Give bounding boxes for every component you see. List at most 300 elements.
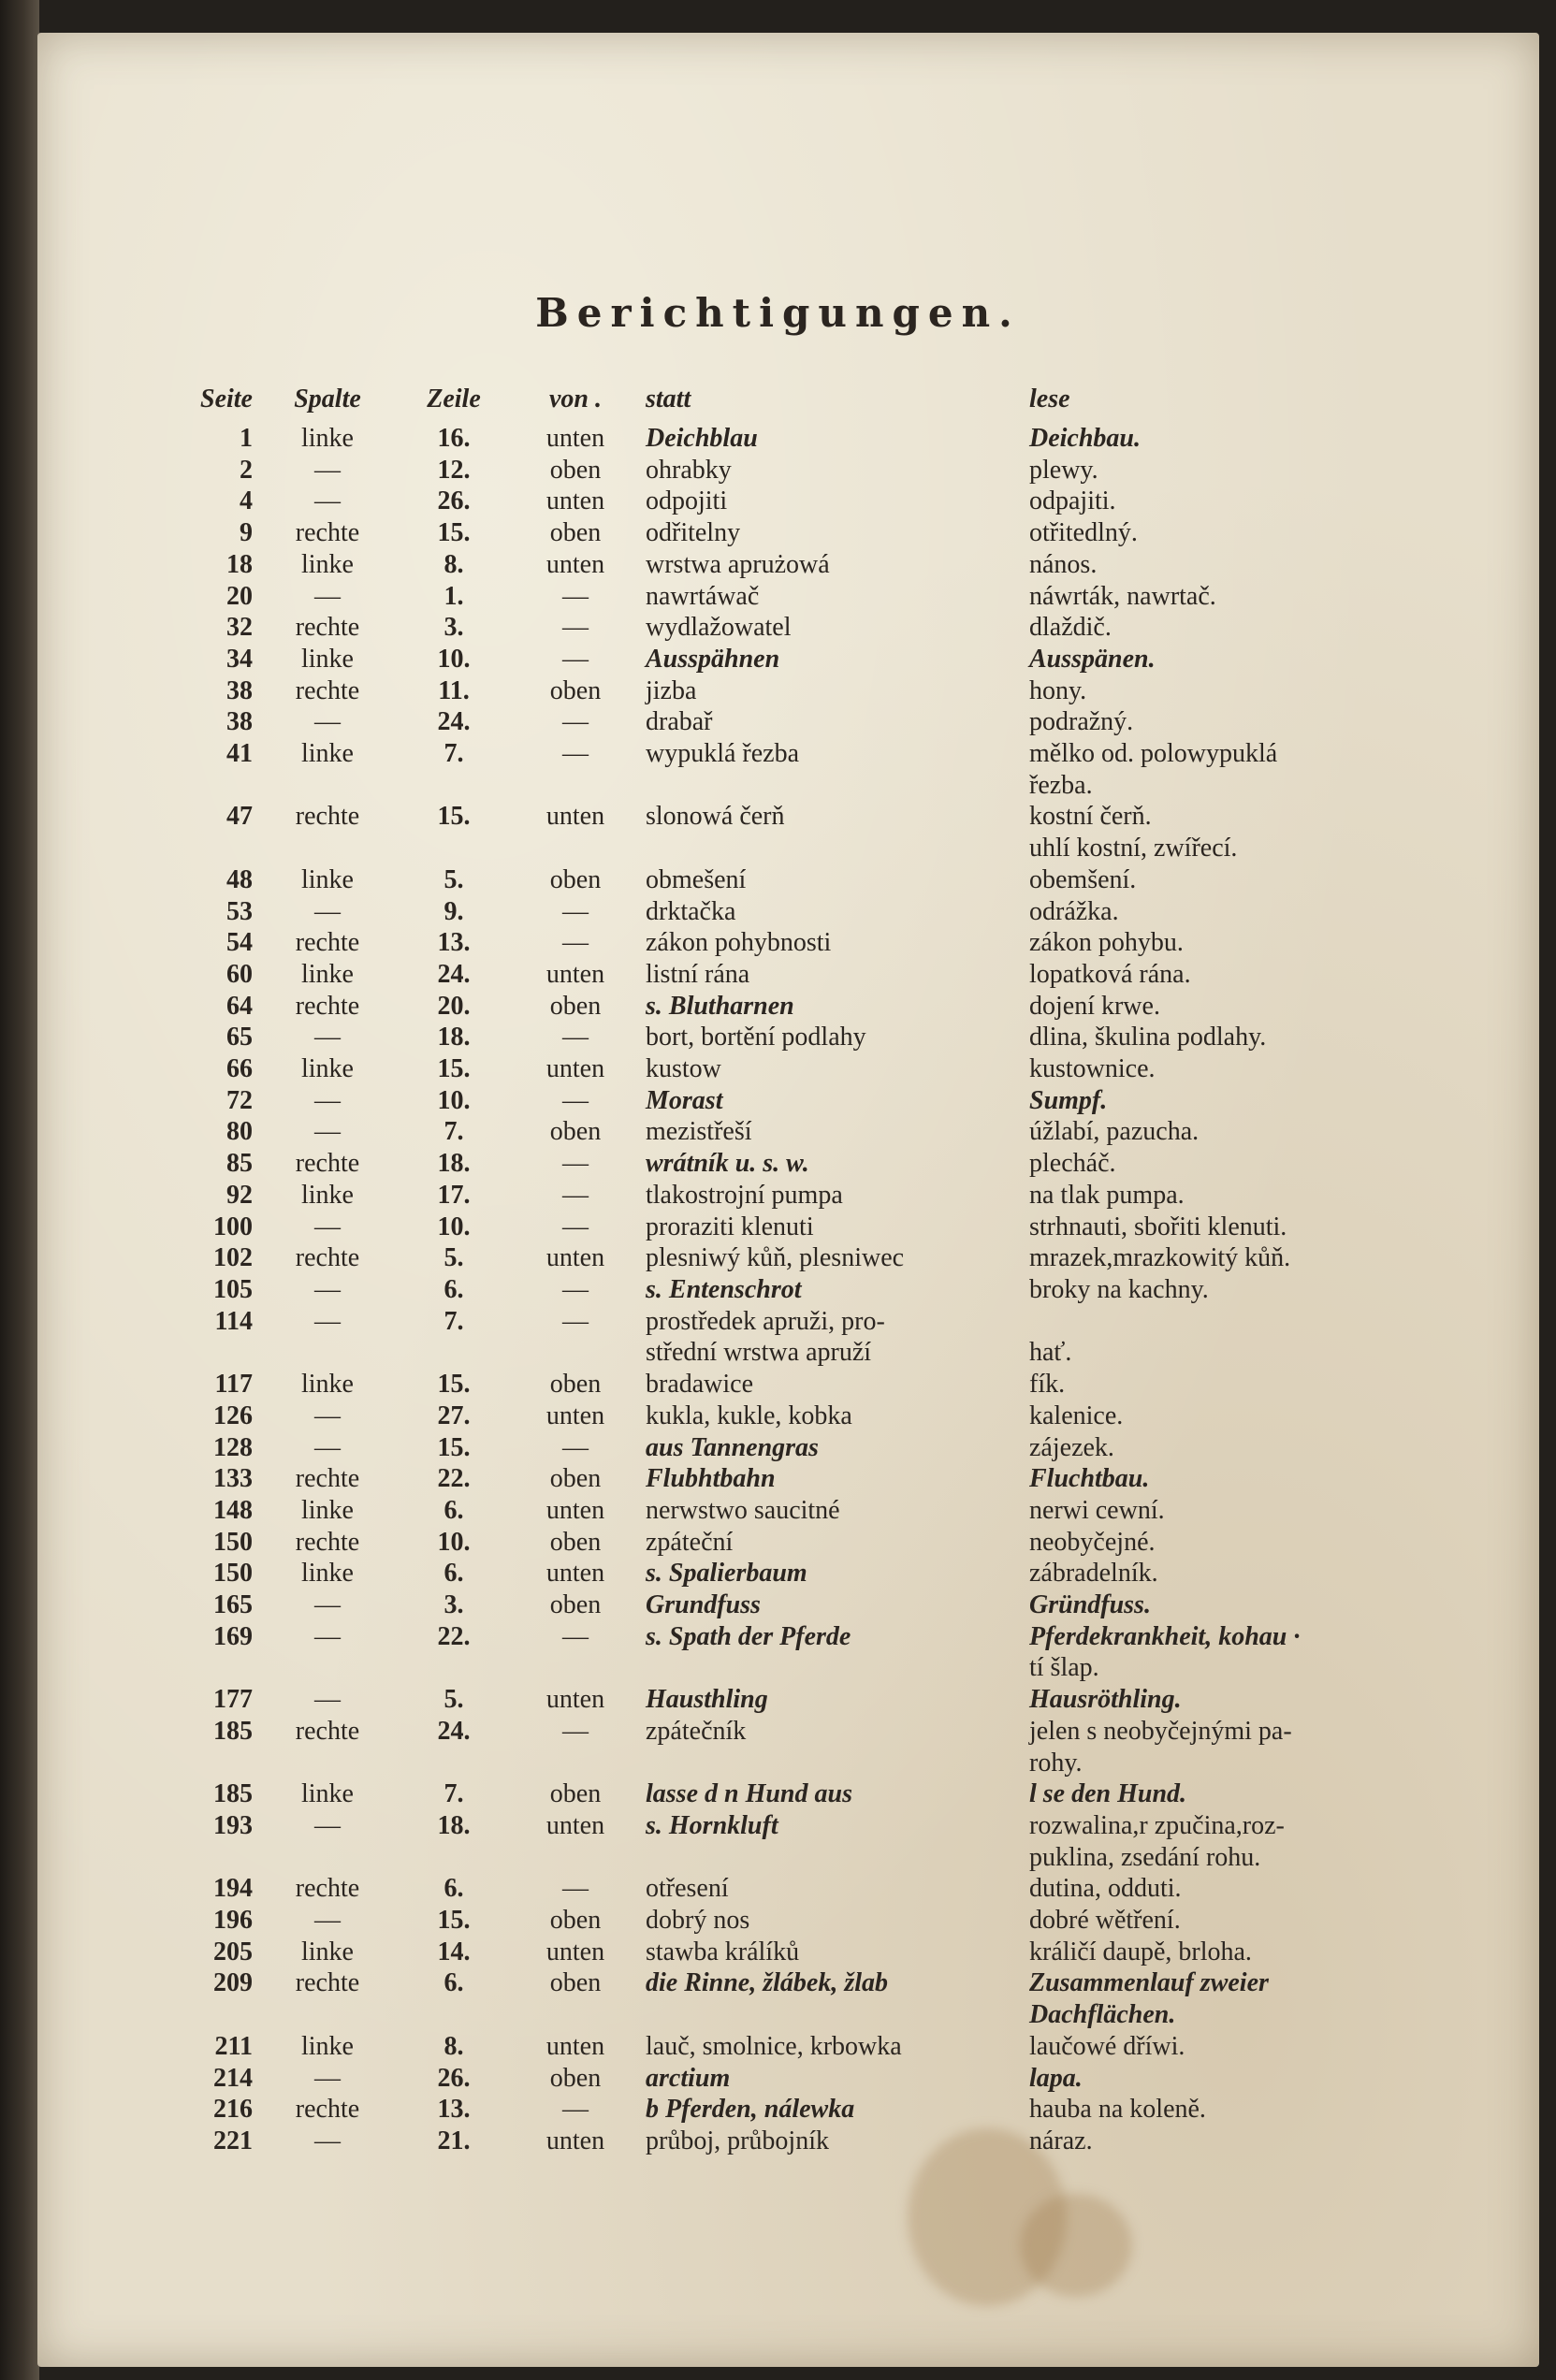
table-row	[178, 612, 1422, 644]
page-stain	[1020, 2194, 1132, 2297]
cell-statt: nerwstwo saucitné	[646, 1495, 840, 1525]
table-row	[178, 1810, 1422, 1842]
cell-seite: 1	[240, 424, 253, 453]
cell-statt: zpáteční	[646, 1527, 734, 1557]
cell-seite: 48	[226, 864, 253, 894]
cell-zeile: 18.	[437, 1810, 471, 1840]
cell-statt: zpátečník	[646, 1716, 747, 1746]
cell-spalte: rechte	[295, 1968, 360, 1998]
table-row	[178, 706, 1422, 738]
cell-von: —	[562, 1432, 589, 1462]
cell-lese: Deichbau.	[1029, 424, 1141, 453]
cell-seite: 2	[240, 455, 253, 485]
cell-lese: úžlabí, pazucha.	[1029, 1117, 1200, 1147]
cell-lese: zábradelník.	[1029, 1559, 1158, 1589]
cell-statt: střední wrstwa apruží	[646, 1338, 872, 1368]
cell-zeile: 11.	[438, 675, 470, 705]
cell-statt: proraziti klenuti	[646, 1212, 814, 1241]
table-row	[178, 1212, 1422, 1243]
cell-statt: průboj, průbojník	[646, 2126, 829, 2155]
cell-lese: uhlí kostní, zwířecí.	[1029, 834, 1238, 863]
column-header-zeile: Zeile	[427, 385, 481, 414]
cell-zeile: 15.	[437, 1054, 471, 1084]
cell-zeile: 13.	[437, 928, 471, 958]
table-row	[178, 1053, 1422, 1085]
cell-zeile: 16.	[437, 424, 471, 453]
table-row	[178, 2126, 1422, 2157]
cell-lese: obemšení.	[1029, 864, 1137, 894]
cell-seite: 165	[213, 1590, 253, 1620]
cell-spalte: linke	[301, 1180, 354, 1210]
cell-von	[515, 1748, 636, 1779]
table-row	[178, 1400, 1422, 1432]
cell-lese: Zusammenlauf zweier	[1029, 1968, 1269, 1998]
cell-von	[515, 1652, 636, 1684]
cell-seite: 117	[214, 1370, 253, 1400]
table-row	[178, 1369, 1422, 1400]
cell-spalte: —	[314, 1212, 341, 1241]
cell-seite	[178, 1842, 262, 1874]
cell-statt: Hausthling	[646, 1685, 768, 1715]
table-row	[178, 2031, 1422, 2063]
cell-statt: arctium	[646, 2063, 731, 2093]
table-row	[178, 1463, 1422, 1495]
cell-zeile: 7.	[444, 1779, 464, 1809]
cell-spalte: —	[314, 896, 341, 926]
cell-lese: hony.	[1029, 675, 1087, 705]
cell-seite: 126	[213, 1400, 253, 1430]
cell-spalte: —	[314, 1085, 341, 1115]
cell-von: —	[562, 896, 589, 926]
cell-spalte	[262, 1842, 393, 1874]
cell-statt: Grundfuss	[646, 1590, 761, 1620]
cell-spalte: —	[314, 2126, 341, 2155]
cell-von: unten	[545, 1937, 605, 1966]
cell-von: —	[562, 1874, 589, 1904]
table-row	[178, 1652, 1422, 1684]
table-row	[178, 2094, 1422, 2126]
cell-statt: s. Hornkluft	[646, 1810, 778, 1840]
cell-von: unten	[545, 1810, 605, 1840]
cell-lese: zákon pohybu.	[1029, 928, 1184, 958]
cell-lese: laučowé dříwi.	[1029, 2031, 1185, 2061]
cell-statt: wrstwa aprużowá	[646, 549, 830, 579]
cell-seite: 214	[213, 2063, 253, 2093]
cell-seite: 54	[226, 928, 253, 958]
cell-seite: 105	[213, 1274, 253, 1304]
cell-zeile: 18.	[437, 1149, 471, 1179]
cell-lese: náraz.	[1029, 2126, 1093, 2155]
cell-zeile: 1.	[444, 581, 464, 611]
cell-zeile: 15.	[437, 518, 471, 548]
cell-zeile: 15.	[437, 1370, 471, 1400]
column-header-spalte: Spalte	[294, 385, 361, 414]
table-row	[178, 864, 1422, 896]
cell-zeile: 15.	[437, 1432, 471, 1462]
cell-lese: na tlak pumpa.	[1029, 1180, 1185, 1210]
cell-von: oben	[549, 2063, 602, 2093]
cell-von: oben	[549, 1906, 602, 1936]
cell-zeile: 8.	[444, 2031, 464, 2061]
cell-statt: s. Spalierbaum	[646, 1559, 807, 1589]
cell-statt	[636, 1842, 1020, 1874]
cell-lese: tí šlap.	[1029, 1653, 1099, 1683]
table-row	[178, 455, 1422, 486]
cell-zeile: 5.	[444, 1685, 464, 1715]
table-row	[178, 1905, 1422, 1937]
cell-seite: 209	[213, 1968, 253, 1998]
cell-von: unten	[545, 1685, 605, 1715]
cell-lese: puklina, zsedání rohu.	[1029, 1842, 1261, 1872]
cell-lese: králičí daupě, brloha.	[1029, 1937, 1252, 1966]
cell-spalte: rechte	[295, 1716, 360, 1746]
page-title: Berichtigungen.	[535, 290, 1021, 336]
cell-spalte: —	[314, 1400, 341, 1430]
table-row	[178, 1999, 1422, 2031]
cell-spalte: —	[314, 1117, 341, 1147]
cell-lese: nános.	[1029, 549, 1098, 579]
cell-von: unten	[545, 1495, 605, 1525]
cell-lese: Hausröthling.	[1029, 1685, 1182, 1715]
cell-von: unten	[545, 802, 605, 832]
cell-lese: Ausspänen.	[1029, 644, 1156, 674]
cell-von: unten	[545, 424, 605, 453]
cell-zeile: 7.	[444, 1117, 464, 1147]
cell-zeile: 6.	[444, 1495, 464, 1525]
cell-statt: lasse d n Hund aus	[646, 1779, 852, 1809]
cell-statt: odpojiti	[646, 486, 728, 516]
cell-statt: bort, bortění podlahy	[646, 1023, 866, 1052]
cell-von: oben	[549, 518, 602, 548]
cell-von	[515, 1337, 636, 1369]
cell-spalte: rechte	[295, 1527, 360, 1557]
cell-von: unten	[545, 1243, 605, 1273]
cell-seite: 32	[226, 613, 253, 643]
cell-statt	[636, 770, 1020, 802]
cell-spalte: —	[314, 1621, 341, 1651]
cell-statt: lauč, smolnice, krbowka	[646, 2031, 902, 2061]
cell-spalte: —	[314, 1590, 341, 1620]
table-row	[178, 1937, 1422, 1968]
cell-von: unten	[545, 1054, 605, 1084]
cell-lese: neobyčejné.	[1029, 1527, 1156, 1557]
cell-statt: wypuklá řezba	[646, 739, 800, 769]
cell-spalte: —	[314, 1810, 341, 1840]
cell-lese: broky na kachny.	[1029, 1274, 1209, 1304]
cell-lese	[1020, 1306, 1422, 1338]
cell-spalte	[262, 1748, 393, 1779]
cell-lese: strhnauti, sbořiti klenuti.	[1029, 1212, 1287, 1241]
cell-statt: aus Tannengras	[646, 1432, 819, 1462]
cell-spalte: —	[314, 486, 341, 516]
cell-von: oben	[549, 1590, 602, 1620]
cell-seite: 47	[226, 802, 253, 832]
cell-von: unten	[545, 1400, 605, 1430]
cell-von: —	[562, 581, 589, 611]
cell-zeile: 17.	[437, 1180, 471, 1210]
cell-lese: rozwalina,r zpučina,roz-	[1029, 1810, 1285, 1840]
cell-seite	[178, 1748, 262, 1779]
cell-lese: hauba na koleně.	[1029, 2095, 1206, 2125]
cell-seite: 92	[226, 1180, 253, 1210]
cell-spalte: —	[314, 1685, 341, 1715]
cell-statt: obmešení	[646, 864, 747, 894]
column-header-seite: Seite	[200, 385, 253, 414]
table-row	[178, 1180, 1422, 1212]
cell-statt: slonowá čerň	[646, 802, 785, 832]
cell-von: —	[562, 1621, 589, 1651]
cell-von: —	[562, 1274, 589, 1304]
cell-zeile: 5.	[444, 864, 464, 894]
cell-zeile: 10.	[437, 1527, 471, 1557]
cell-seite: 114	[214, 1306, 253, 1336]
cell-seite: 64	[226, 991, 253, 1021]
cell-statt: mezistřeší	[646, 1117, 752, 1147]
cell-lese: lopatková rána.	[1029, 959, 1191, 989]
table-row	[178, 1778, 1422, 1810]
cell-zeile	[393, 1652, 515, 1684]
cell-zeile	[393, 1999, 515, 2031]
cell-seite: 216	[213, 2095, 253, 2125]
cell-lese: Gründfuss.	[1029, 1590, 1151, 1620]
cell-zeile: 26.	[437, 2063, 471, 2093]
table-row	[178, 1527, 1422, 1559]
table-header-row	[178, 376, 1422, 423]
cell-von: —	[562, 1023, 589, 1052]
cell-von: —	[562, 2095, 589, 2125]
table-row	[178, 1022, 1422, 1053]
cell-seite: 53	[226, 896, 253, 926]
cell-seite	[178, 1999, 262, 2031]
cell-zeile: 7.	[444, 739, 464, 769]
cell-lese: lapa.	[1029, 2063, 1083, 2093]
cell-spalte: linke	[301, 1559, 354, 1589]
table-row	[178, 2063, 1422, 2095]
cell-seite: 60	[226, 959, 253, 989]
book-spine	[0, 0, 39, 2380]
cell-spalte: rechte	[295, 1464, 360, 1494]
cell-zeile: 9.	[444, 896, 464, 926]
table-row	[178, 486, 1422, 517]
cell-zeile: 14.	[437, 1937, 471, 1966]
cell-spalte: linke	[301, 1495, 354, 1525]
cell-von: oben	[549, 675, 602, 705]
cell-seite: 100	[213, 1212, 253, 1241]
cell-spalte: linke	[301, 739, 354, 769]
cell-statt: ohrabky	[646, 455, 732, 485]
cell-seite	[178, 770, 262, 802]
cell-seite: 20	[226, 581, 253, 611]
cell-von: unten	[545, 2031, 605, 2061]
table-row	[178, 833, 1422, 864]
cell-zeile	[393, 1748, 515, 1779]
cell-seite: 193	[213, 1810, 253, 1840]
cell-lese: Sumpf.	[1029, 1085, 1108, 1115]
cell-von: unten	[545, 1559, 605, 1589]
cell-statt: stawba králíků	[646, 1937, 800, 1966]
cell-statt: drktačka	[646, 896, 736, 926]
cell-von: unten	[545, 959, 605, 989]
cell-seite: 196	[213, 1906, 253, 1936]
cell-statt: odřitelny	[646, 518, 741, 548]
cell-statt: drabař	[646, 707, 713, 737]
cell-seite: 66	[226, 1054, 253, 1084]
cell-seite: 85	[226, 1149, 253, 1179]
cell-von	[515, 770, 636, 802]
cell-seite	[178, 1337, 262, 1369]
cell-von: —	[562, 1716, 589, 1746]
cell-statt	[636, 833, 1020, 864]
cell-zeile	[393, 1842, 515, 1874]
cell-zeile: 8.	[444, 549, 464, 579]
cell-spalte: linke	[301, 549, 354, 579]
cell-von: —	[562, 1180, 589, 1210]
cell-seite: 80	[226, 1117, 253, 1147]
table-row	[178, 927, 1422, 959]
cell-von: oben	[549, 1370, 602, 1400]
cell-lese: otřitedlný.	[1029, 518, 1138, 548]
cell-statt	[636, 1748, 1020, 1779]
cell-statt: jizba	[646, 675, 697, 705]
table-row	[178, 1558, 1422, 1589]
cell-statt: bradawice	[646, 1370, 754, 1400]
cell-statt: plesniwý kůň, plesniwec	[646, 1243, 905, 1273]
cell-von	[515, 1999, 636, 2031]
table-row	[178, 517, 1422, 549]
cell-seite: 65	[226, 1023, 253, 1052]
cell-spalte: —	[314, 1023, 341, 1052]
cell-spalte	[262, 1337, 393, 1369]
cell-lese: Fluchtbau.	[1029, 1464, 1150, 1494]
cell-lese: dobré wětření.	[1029, 1906, 1181, 1936]
cell-von: oben	[549, 1968, 602, 1998]
cell-zeile: 26.	[437, 486, 471, 516]
cell-von: —	[562, 707, 589, 737]
cell-lese: dutina, odduti.	[1029, 1874, 1182, 1904]
cell-zeile: 5.	[444, 1243, 464, 1273]
cell-zeile: 7.	[444, 1306, 464, 1336]
table-row	[178, 959, 1422, 991]
cell-spalte: —	[314, 581, 341, 611]
cell-spalte: rechte	[295, 1874, 360, 1904]
errata-rows	[178, 423, 1422, 2157]
cell-spalte: linke	[301, 1779, 354, 1809]
cell-zeile: 20.	[437, 991, 471, 1021]
cell-lese: plewy.	[1029, 455, 1098, 485]
cell-lese: nerwi cewní.	[1029, 1495, 1165, 1525]
table-row	[178, 1432, 1422, 1464]
cell-zeile: 10.	[437, 644, 471, 674]
column-header-statt: statt	[646, 385, 691, 414]
cell-statt: b Pferden, nálewka	[646, 2095, 855, 2125]
cell-lese: kustownice.	[1029, 1054, 1156, 1084]
cell-spalte: rechte	[295, 1149, 360, 1179]
column-header-lese: lese	[1029, 385, 1070, 414]
table-row	[178, 1337, 1422, 1369]
cell-statt: s. Blutharnen	[646, 991, 794, 1021]
table-row	[178, 1873, 1422, 1905]
table-row	[178, 1684, 1422, 1716]
cell-spalte: —	[314, 707, 341, 737]
cell-statt: prostředek apruži, pro-	[646, 1306, 885, 1336]
cell-statt: die Rinne, žlábek, žlab	[646, 1968, 889, 1998]
cell-lese: plecháč.	[1029, 1149, 1116, 1179]
cell-spalte	[262, 833, 393, 864]
cell-lese: mělko od. polowypuklá	[1029, 739, 1278, 769]
cell-von: oben	[549, 1527, 602, 1557]
cell-zeile: 12.	[437, 455, 471, 485]
table-row	[178, 675, 1422, 707]
cell-statt: wydlažowatel	[646, 613, 792, 643]
cell-spalte: linke	[301, 1054, 354, 1084]
cell-seite: 169	[213, 1621, 253, 1651]
cell-zeile: 24.	[437, 959, 471, 989]
table-row	[178, 1085, 1422, 1117]
cell-zeile: 21.	[437, 2126, 471, 2155]
cell-zeile: 6.	[444, 1874, 464, 1904]
cell-seite: 4	[240, 486, 253, 516]
cell-von: oben	[549, 1117, 602, 1147]
cell-spalte: linke	[301, 864, 354, 894]
cell-spalte	[262, 770, 393, 802]
cell-seite: 38	[226, 707, 253, 737]
cell-statt	[636, 1999, 1020, 2031]
cell-lese: l se den Hund.	[1029, 1779, 1187, 1809]
table-row	[178, 738, 1422, 770]
cell-lese: jelen s neobyčejnými pa-	[1029, 1716, 1292, 1746]
cell-zeile: 6.	[444, 1559, 464, 1589]
cell-spalte: rechte	[295, 675, 360, 705]
cell-zeile	[393, 1337, 515, 1369]
cell-zeile: 3.	[444, 1590, 464, 1620]
cell-statt: dobrý nos	[646, 1906, 750, 1936]
cell-seite: 221	[213, 2126, 253, 2155]
cell-lese: podražný.	[1029, 707, 1134, 737]
cell-von: —	[562, 928, 589, 958]
table-row	[178, 1495, 1422, 1527]
table-row	[178, 1242, 1422, 1274]
cell-von: oben	[549, 1779, 602, 1809]
cell-spalte: rechte	[295, 802, 360, 832]
cell-lese: dojení krwe.	[1029, 991, 1160, 1021]
cell-statt: Morast	[646, 1085, 723, 1115]
cell-von: oben	[549, 455, 602, 485]
cell-seite: 133	[213, 1464, 253, 1494]
cell-spalte: —	[314, 455, 341, 485]
cell-lese: fík.	[1029, 1370, 1066, 1400]
cell-zeile	[393, 833, 515, 864]
cell-spalte: —	[314, 1306, 341, 1336]
cell-lese: řezba.	[1029, 770, 1093, 800]
cell-von: —	[562, 1212, 589, 1241]
table-row	[178, 1116, 1422, 1148]
cell-seite: 185	[213, 1779, 253, 1809]
cell-lese: mrazek,mrazkowitý kůň.	[1029, 1243, 1291, 1273]
cell-seite: 72	[226, 1085, 253, 1115]
cell-von: —	[562, 739, 589, 769]
cell-zeile: 24.	[437, 707, 471, 737]
cell-von: —	[562, 1085, 589, 1115]
cell-seite: 38	[226, 675, 253, 705]
table-row	[178, 423, 1422, 455]
cell-spalte: linke	[301, 2031, 354, 2061]
cell-zeile: 10.	[437, 1212, 471, 1241]
cell-zeile: 18.	[437, 1023, 471, 1052]
cell-zeile: 13.	[437, 2095, 471, 2125]
cell-seite: 150	[213, 1559, 253, 1589]
cell-seite: 128	[213, 1432, 253, 1462]
cell-von: unten	[545, 2126, 605, 2155]
